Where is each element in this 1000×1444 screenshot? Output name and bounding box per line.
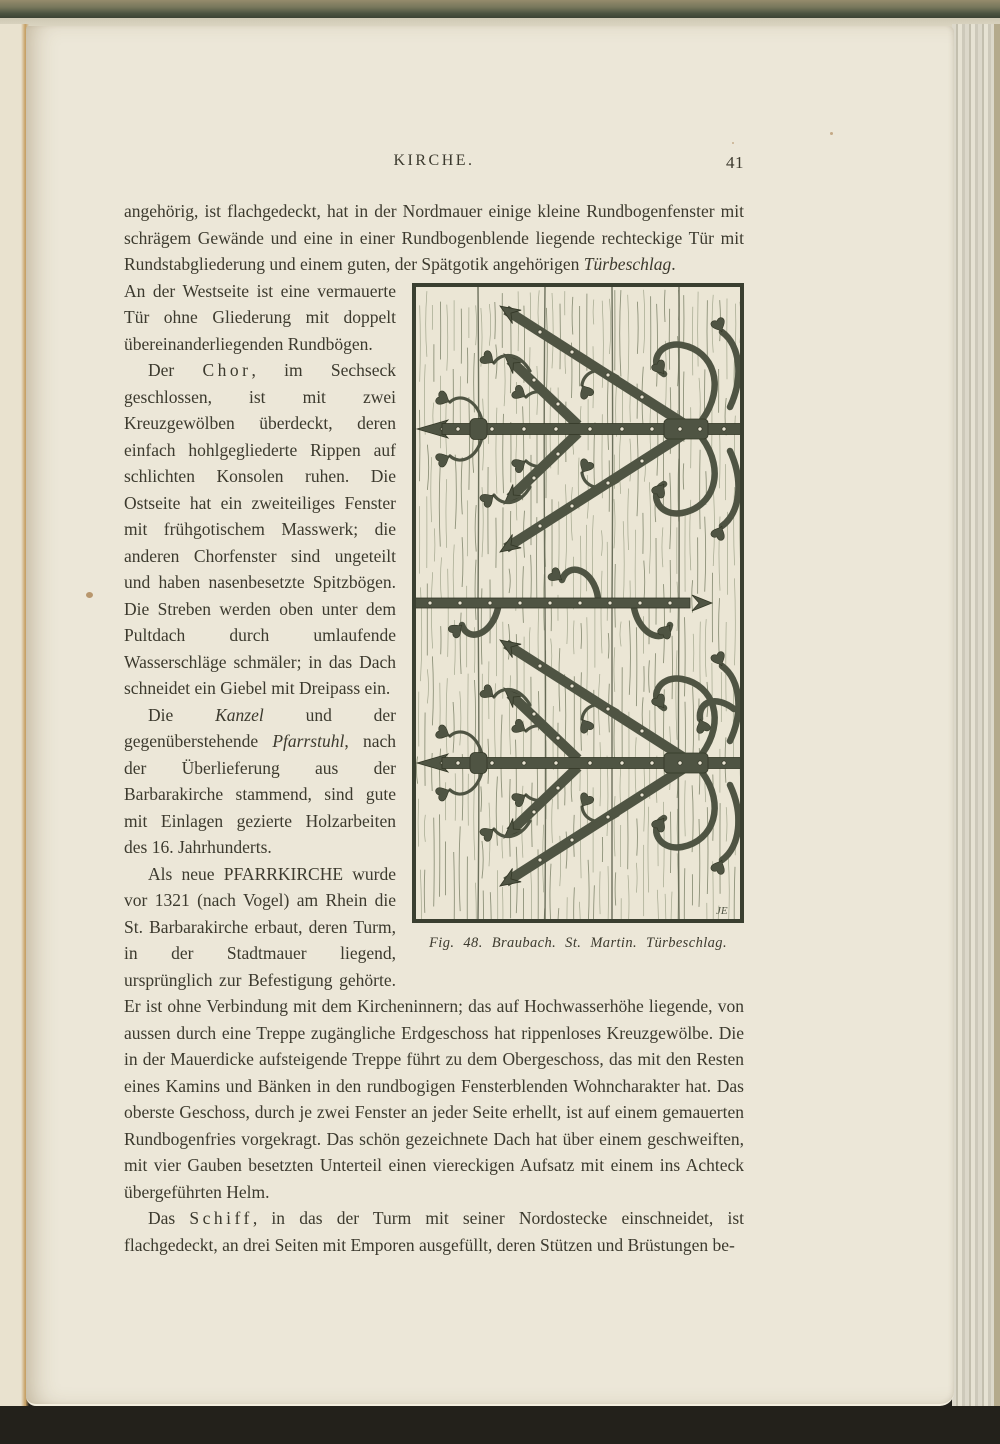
paragraph-intro bbox=[124, 198, 744, 278]
text-run-italic: Türbeschlag bbox=[583, 254, 672, 274]
book-cover-top-edge bbox=[0, 0, 1000, 18]
foxing-spot bbox=[830, 132, 833, 135]
text-run: , in das der Turm mit seiner Nordostecke einschneidet, ist flachgedeckt, an drei Seiten mit Emporen ausgefüllt, deren Stützen und Brüstungen be- bbox=[124, 1208, 745, 1255]
page bbox=[26, 26, 954, 1406]
foxing-spot bbox=[732, 142, 734, 144]
page-title: KIRCHE. bbox=[393, 152, 475, 169]
running-head bbox=[124, 152, 744, 174]
artist-monogram: JE bbox=[716, 904, 728, 917]
text-run-spaced: Schiff bbox=[189, 1208, 253, 1228]
paragraph-schiff bbox=[124, 1205, 744, 1258]
text-run: Als neue PFARRKIRCHE wurde vor 1321 (nach Vogel) am Rhein die St. Barbarakirche erbaut, deren Turm, in der Stadtmauer liegend, ursprünglich zur Befestigung gehörte. Er ist ohne Verbindung mit dem Kircheninnern; das auf Hochwasserhöhe liegende, von aussen durch eine Treppe zugängliche Erdgeschoss hat rippenloses Kreuzgewölbe. Die in der Mauerdicke aufsteigende Treppe führt zu dem Obergeschoss, das mit den Resten eines Kamins und Bänken in den rundbogigen Fensterblenden Wohncharakter hat. Das oberste Geschoss, durch je zwei Fenster an jeder Seite erhellt, ist auf einem gemauerten Rundbogenfries vorgekragt. Das schön gezeichnete Dach hat über einem geschweiften, mit vier Gauben besetzten Unterteil einen viereckigen Aufsatz mit einem ins Achteck übergeführten Helm. bbox=[124, 863, 744, 1202]
foxing-spot bbox=[86, 592, 93, 598]
text-run: angehörig, ist flachgedeckt, hat in der Nordmauer einige kleine Rundbogenfenster mit schrägem Gewände und eine in einer Rundbogenblende liegende rechteckige Tür mit Rundstabgliederung und einem guten, der Spätgotik angehörigen bbox=[124, 201, 744, 274]
text-run: An der Westseite ist eine vermauerte Tür ohne Gliederung mit doppelt übereinanderliegenden Rundbögen. bbox=[124, 280, 396, 354]
text-run: , im Sechseck geschlossen, ist mit zwei Kreuzgewölben überdeckt, deren einfach hohlgegliederte Rippen auf schlichten Konsolen ruhen. Die Ostseite hat ein zweiteiliges Fenster mit frühgotischem Masswerk; die anderen Chorfenster sind ungeteilt und haben nasenbesetzte Spitzbögen. Die Streben werden oben unter dem Pultdach durch umlaufende Wasserschläge schmäler; in das Dach schneidet ein Giebel mit Dreipass ein. bbox=[124, 360, 396, 698]
figure-illustration bbox=[412, 283, 744, 923]
page-number: 41 bbox=[726, 153, 744, 172]
text-run-italic: Pfarrstuhl bbox=[272, 731, 345, 751]
text-run-italic: Kanzel bbox=[215, 704, 264, 725]
text-run: . bbox=[671, 254, 676, 274]
body-text bbox=[124, 198, 744, 1258]
text-run: und der gegenüberstehende bbox=[124, 704, 396, 751]
text-run: Die bbox=[148, 704, 216, 725]
text-run: Das bbox=[148, 1208, 190, 1228]
page-edges-stack bbox=[952, 24, 1000, 1406]
text-run-spaced: Chor bbox=[202, 360, 252, 380]
figure bbox=[412, 283, 744, 957]
text-run: , nach der Überlieferung aus der Barbarakirche stammend, sind gute mit Einlagen gezierte Holzarbeiten des 16. Jahrhunderts. bbox=[124, 731, 396, 857]
figure-caption: Fig. 48. Braubach. St. Martin. Türbeschlag. bbox=[429, 934, 727, 951]
text-run: Der bbox=[148, 360, 203, 380]
